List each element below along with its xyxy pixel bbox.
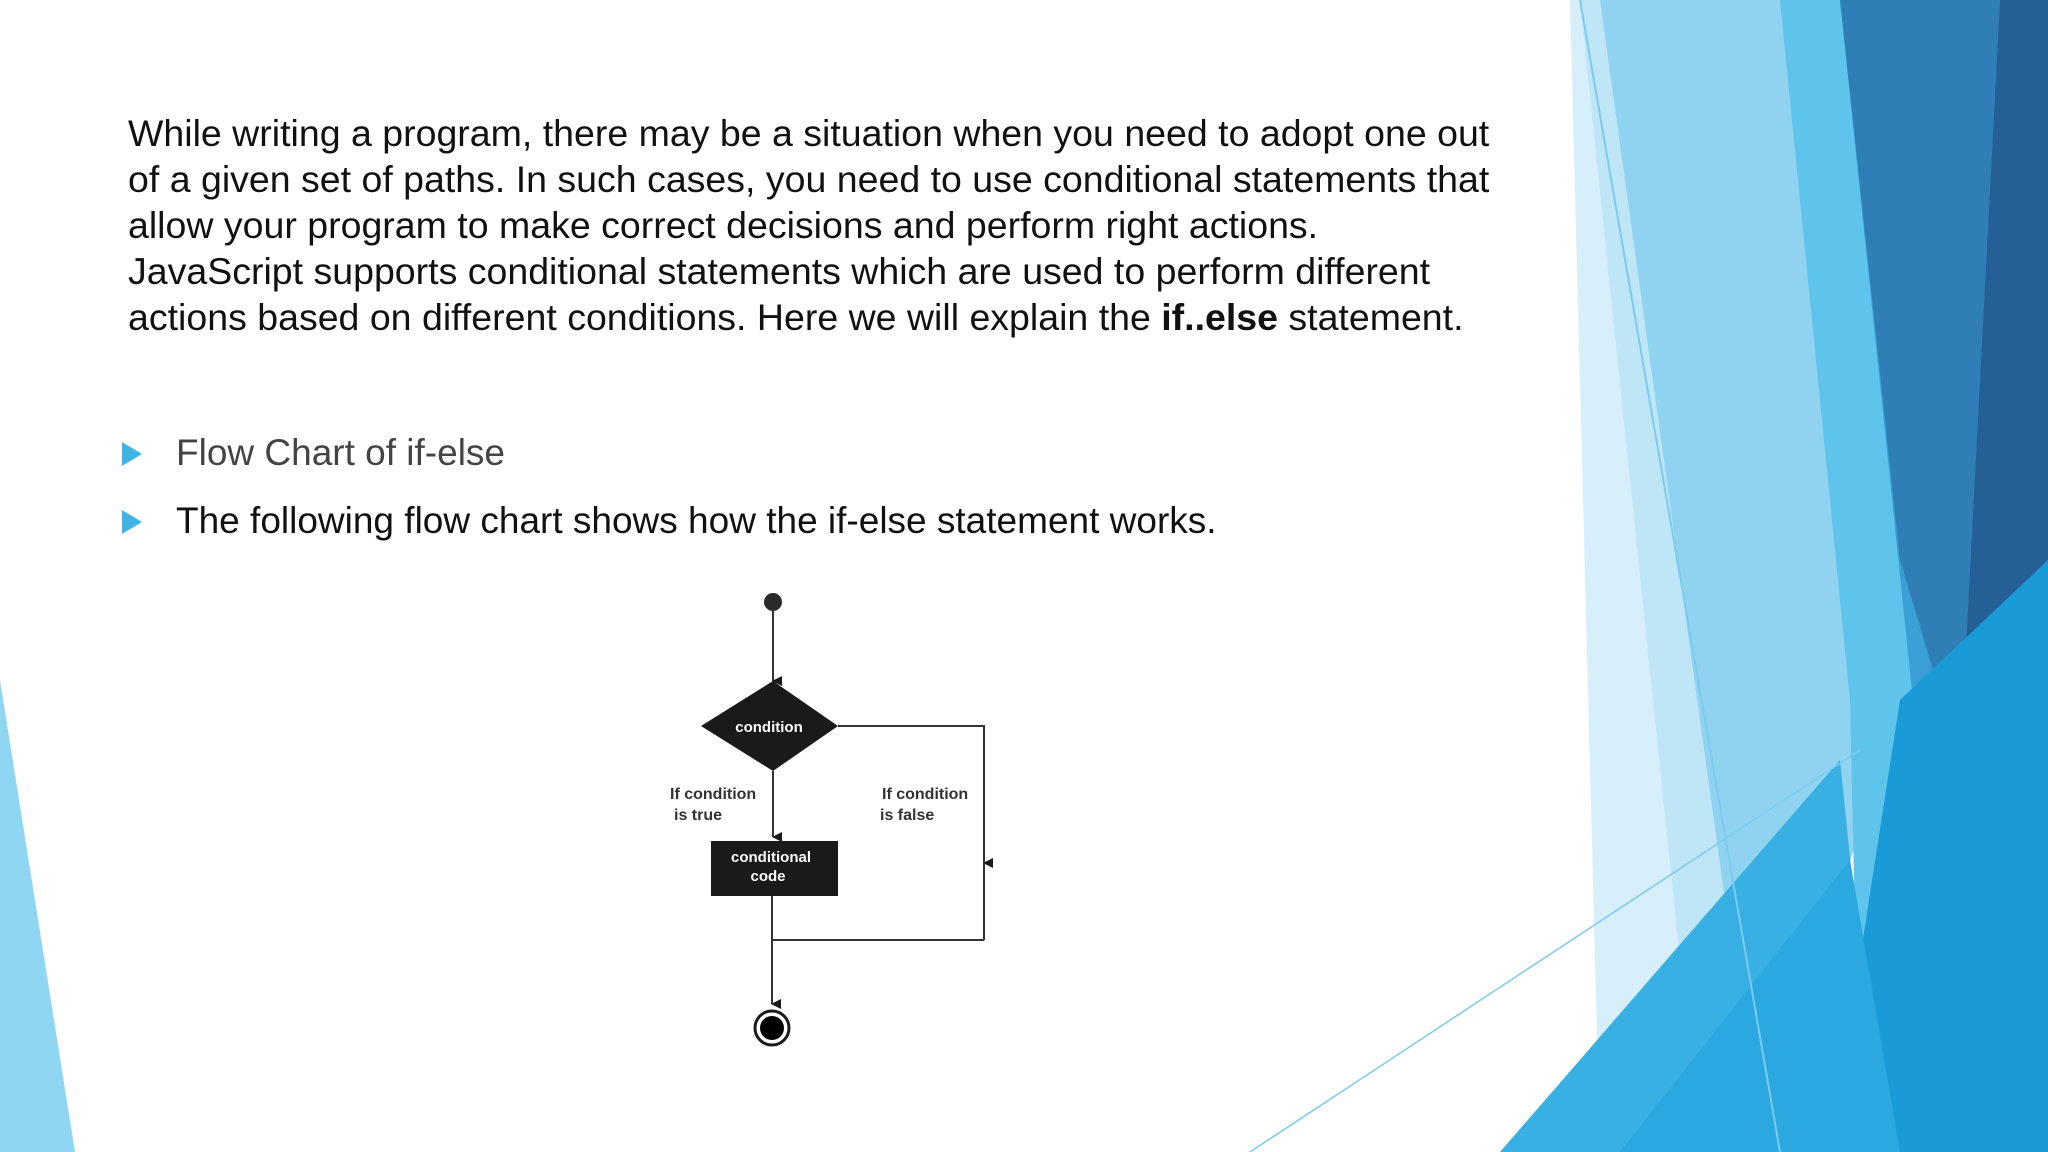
triangle-bullet-icon xyxy=(122,442,142,466)
code-label-line2: code xyxy=(750,868,786,885)
intro-last-suffix: statement. xyxy=(1277,296,1464,338)
bullet-text: Flow Chart of if-else xyxy=(176,432,505,473)
bullet-item xyxy=(118,498,1518,544)
bullet-text: The following flow chart shows how the if-else statement works. xyxy=(176,500,1217,541)
end-node-core xyxy=(760,1016,784,1040)
intro-line: of a given set of paths. In such cases, you need to use conditional statements that xyxy=(128,158,1490,200)
intro-paragraph xyxy=(128,110,1548,340)
false-label-line1: If condition xyxy=(882,786,969,803)
intro-last-prefix: actions based on different conditions. Here we will explain the xyxy=(128,296,1162,338)
start-node xyxy=(764,593,782,611)
condition-label: condition xyxy=(735,719,803,736)
intro-line: JavaScript supports conditional statements which are used to perform different xyxy=(128,250,1431,292)
intro-keyword: if..else xyxy=(1161,296,1278,338)
true-label-line2: is true xyxy=(674,807,723,824)
code-label-line1: conditional xyxy=(731,849,811,866)
if-else-flowchart xyxy=(650,580,1010,1050)
false-label-line2: is false xyxy=(880,807,935,824)
intro-line-last xyxy=(128,294,1548,340)
merge-line xyxy=(772,896,984,940)
true-label-line1: If condition xyxy=(670,786,757,803)
intro-line: While writing a program, there may be a situation when you need to adopt one out xyxy=(128,112,1490,154)
triangle-bullet-icon xyxy=(122,510,142,534)
bullet-list xyxy=(118,430,1518,566)
intro-line: allow your program to make correct decisions and perform right actions. xyxy=(128,204,1319,246)
bullet-item xyxy=(118,430,1518,476)
